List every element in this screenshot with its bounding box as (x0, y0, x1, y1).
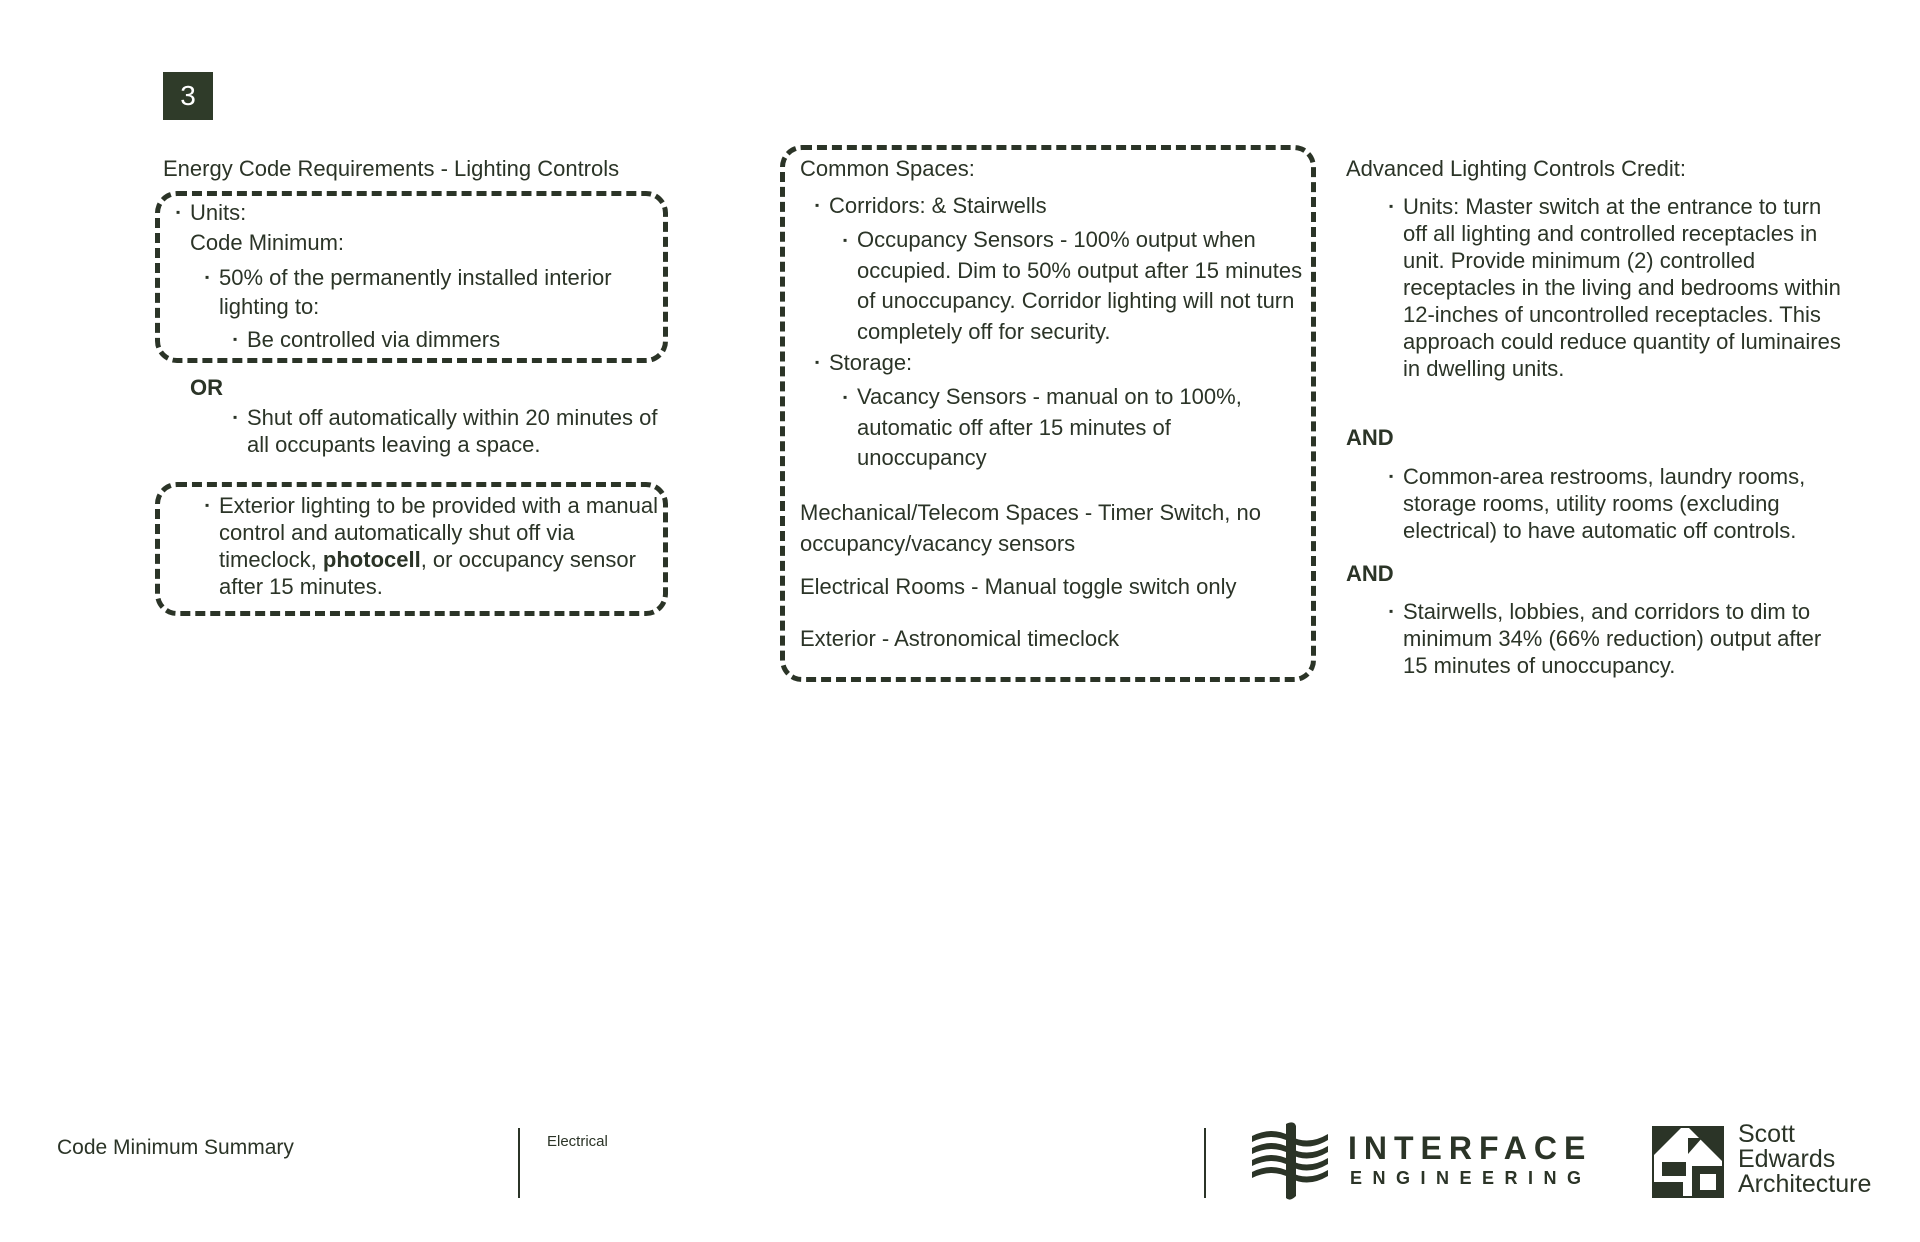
logo1-line1: INTERFACE (1348, 1130, 1593, 1166)
scott-edwards-logo-mark-icon (1652, 1126, 1724, 1198)
code-minimum-label: Code Minimum: (190, 230, 345, 255)
interior-lighting-item: ▪ 50% of the permanently installed interior lighting to: (219, 263, 659, 321)
footer-divider-2 (1204, 1128, 1206, 1198)
electrical-rooms-text: Electrical Rooms - Manual toggle switch only (800, 574, 1237, 599)
exterior-lighting-item (219, 492, 659, 600)
units-label: ▪ Units: (190, 199, 246, 226)
dimmers-item: ▪ Be controlled via dimmers (247, 326, 500, 353)
or-label: OR (190, 375, 223, 400)
exterior-text-pre: Exterior lighting to be provided with a manual control and automatically shut off via timeclock, (219, 493, 659, 572)
logo2-line2: Edwards (1738, 1145, 1836, 1173)
mechanical-spaces-text: Mechanical/Telecom Spaces - Timer Switch, no occupancy/vacancy sensors (800, 500, 1261, 556)
shut-off-item: ▪ Shut off automatically within 20 minutes of all occupants leaving a space. (247, 404, 677, 458)
and-label-2: AND (1346, 561, 1394, 586)
logo1-line2: ENGINEERING (1350, 1168, 1592, 1188)
credit-title: Advanced Lighting Controls Credit: (1346, 156, 1686, 181)
common-spaces-title: Common Spaces: (800, 156, 975, 181)
storage-item: ▪ Storage: (829, 349, 912, 376)
corridors-item: ▪ Corridors: & Stairwells (829, 192, 1047, 219)
footer-discipline: Electrical (547, 1133, 608, 1150)
photocell-text: photocell (322, 547, 421, 572)
exterior-text-post: , or occupancy sensor after 15 minutes. (219, 547, 636, 599)
footer-summary: Code Minimum Summary (57, 1136, 294, 1159)
vacancy-sensors-item: ▪ Vacancy Sensors - manual on to 100%, automatic off after 15 minutes of unoccupancy (857, 382, 1277, 474)
stairwells-item: ▪ Stairwells, lobbies, and corridors to dim to minimum 34% (66% reduction) output after 15 minutes of unoccupancy. (1403, 598, 1843, 679)
logo2-line3: Architecture (1738, 1170, 1872, 1198)
common-area-item: ▪ Common-area restrooms, laundry rooms, storage rooms, utility rooms (excluding electrical) to have automatic off controls. (1403, 463, 1853, 544)
left-title: Energy Code Requirements - Lighting Controls (163, 156, 620, 181)
logo2-line1: Scott (1738, 1120, 1795, 1148)
interface-engineering-logo-mark-icon (1250, 1120, 1336, 1202)
and-label-1: AND (1346, 425, 1394, 450)
occupancy-sensors-item: ▪ Occupancy Sensors - 100% output when occupied. Dim to 50% output after 15 minutes of unoccupancy. Corridor lighting will not turn completely off for security. (857, 225, 1307, 347)
footer-divider-1 (518, 1128, 520, 1198)
page-number-badge: 3 (163, 72, 213, 120)
exterior-timeclock-text: Exterior - Astronomical timeclock (800, 626, 1120, 651)
units-master-switch-item: ▪ Units: Master switch at the entrance to turn off all lighting and controlled receptacles in unit. Provide minimum (2) controlled receptacles in the living and bedrooms within 12-inches of uncontrolled receptacles. This approach could reduce quantity of luminaires in dwelling units. (1403, 193, 1843, 382)
